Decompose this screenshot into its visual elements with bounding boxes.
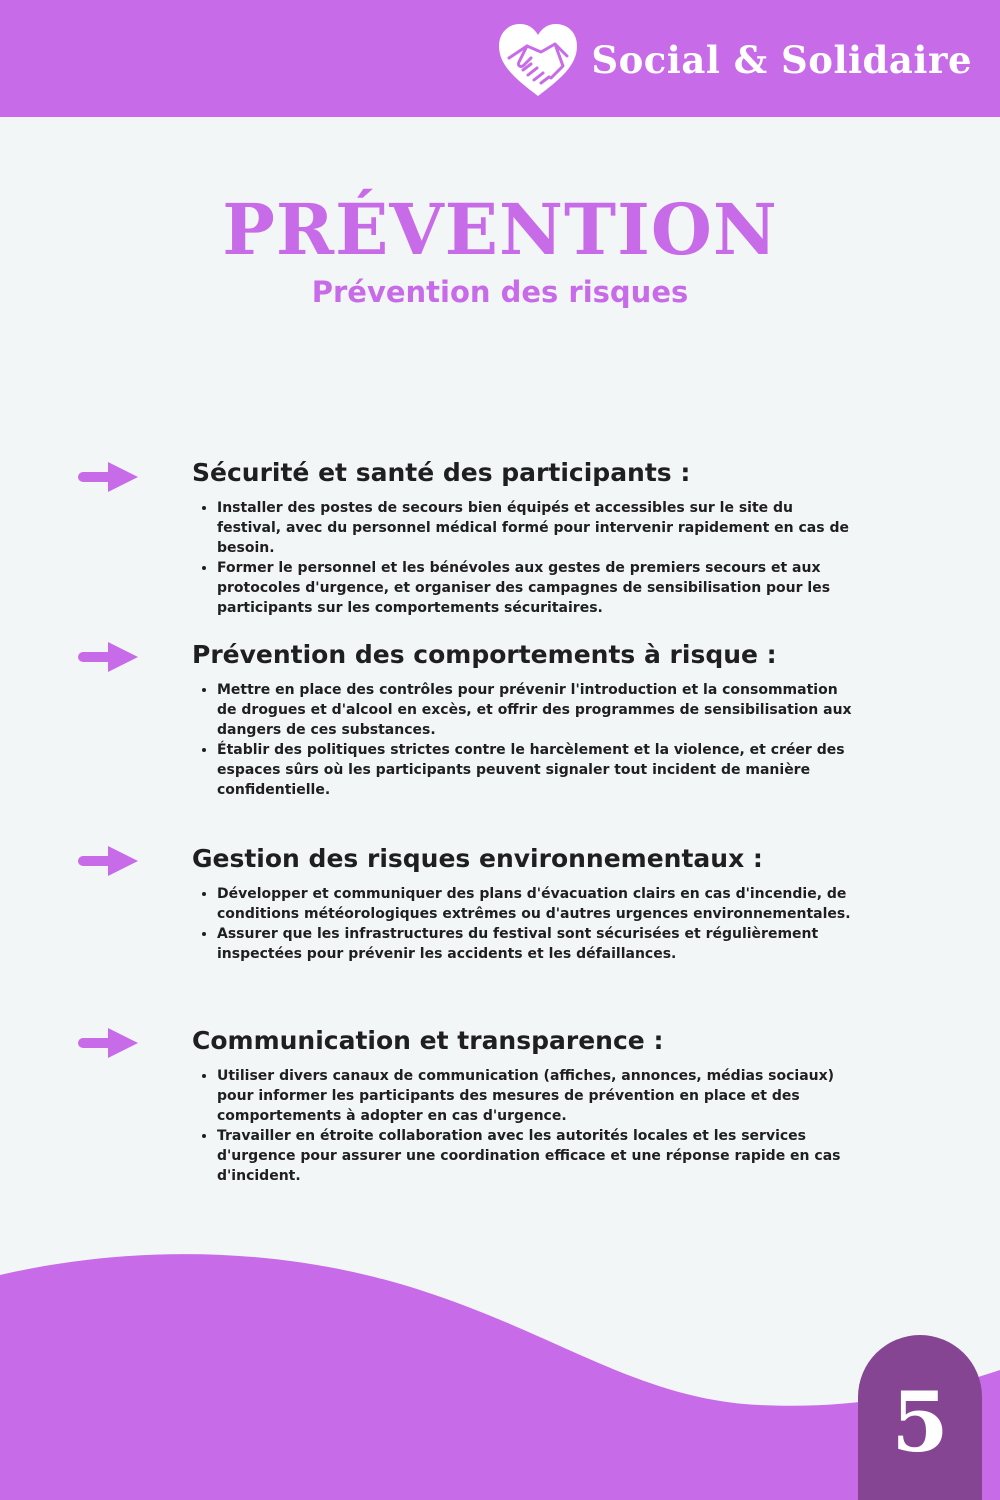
list-item: Assurer que les infrastructures du festival sont sécurisées et régulièrement inspectées pour prévenir les accidents et les défaillances. [200, 924, 860, 964]
list-item: Développer et communiquer des plans d'évacuation clairs en cas d'incendie, de conditions météorologiques extrêmes ou d'autres urgences environnementales. [200, 884, 860, 924]
page-subtitle: Prévention des risques [311, 275, 689, 309]
section-heading: Communication et transparence : [192, 1026, 664, 1055]
page-number: 5 [891, 1374, 949, 1471]
page-title: PRÉVENTION [222, 188, 778, 271]
footer-wave [0, 1250, 1000, 1500]
bullet-list [200, 498, 860, 618]
list-item: Mettre en place des contrôles pour prévenir l'introduction et la consommation de drogues et d'alcool en excès, et offrir des programmes de sensibilisation aux dangers de ces substances. [200, 680, 860, 740]
header-bar [0, 0, 1000, 117]
arrow-right-icon [78, 844, 140, 878]
list-item: Installer des postes de secours bien équipés et accessibles sur le site du festival, avec du personnel médical formé pour intervenir rapidement en cas de besoin. [200, 498, 860, 558]
list-item: Former le personnel et les bénévoles aux gestes de premiers secours et aux protocoles d'urgence, et organiser des campagnes de sensibilisation pour les participants sur les comportements sécuritaires. [200, 558, 860, 618]
brand [497, 22, 972, 98]
page-number-badge [858, 1335, 982, 1500]
list-item: Travailler en étroite collaboration avec les autorités locales et les services d'urgence pour assurer une coordination efficace et une réponse rapide en cas d'incident. [200, 1126, 860, 1186]
bullet-list [200, 1066, 860, 1186]
bullet-list [200, 884, 860, 964]
heart-handshake-icon [497, 22, 579, 98]
arrow-right-icon [78, 460, 140, 494]
list-item: Établir des politiques strictes contre le harcèlement et la violence, et créer des espaces sûrs où les participants peuvent signaler tout incident de manière confidentielle. [200, 740, 860, 800]
list-item: Utiliser divers canaux de communication (affiches, annonces, médias sociaux) pour informer les participants des mesures de prévention en place et des comportements à adopter en cas d'urgence. [200, 1066, 860, 1126]
section-heading: Prévention des comportements à risque : [192, 640, 777, 669]
brand-name: Social & Solidaire [591, 38, 972, 82]
arrow-right-icon [78, 1026, 140, 1060]
arrow-right-icon [78, 640, 140, 674]
bullet-list [200, 680, 860, 800]
section-heading: Gestion des risques environnementaux : [192, 844, 763, 873]
section-heading: Sécurité et santé des participants : [192, 458, 691, 487]
